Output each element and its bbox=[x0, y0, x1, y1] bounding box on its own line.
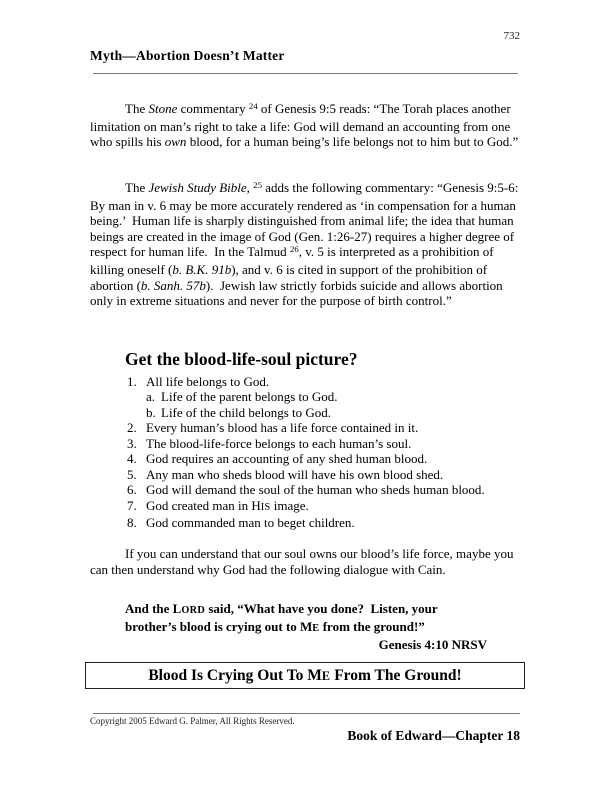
list-item-text: Every human’s blood has a life force contained in it. bbox=[146, 420, 419, 436]
list-item-text: Life of the child belongs to God. bbox=[161, 404, 332, 420]
list-item-label: 8. bbox=[127, 515, 137, 531]
paragraph-cain: If you can understand that our soul owns our blood’s life force, maybe you can then understand why God had the following dialogue with Cain. bbox=[90, 546, 517, 577]
list-item bbox=[127, 498, 527, 515]
copyright-text: Copyright 2005 Edward G. Palmer, All Rights Reserved. bbox=[90, 716, 295, 726]
scripture-quote bbox=[125, 601, 487, 654]
list-item-text: God created man in HIS image. bbox=[146, 497, 309, 513]
list-item-label: b. bbox=[146, 404, 156, 420]
list-item bbox=[127, 420, 527, 435]
footer-rule bbox=[93, 713, 520, 714]
section-heading: Get the blood-life-soul picture? bbox=[125, 349, 358, 369]
list-item-text: God will demand the soul of the human who sheds human blood. bbox=[146, 482, 485, 498]
list-item bbox=[127, 482, 527, 497]
paragraph-jewish-study-bible: The Jewish Study Bible, $^{25}$ adds the following commentary: “Genesis 9:5-6: By man in v. 6 may be more accurately rendered as ‘in compensation for a human being.’ Human life is sharply distinguished from animal life; the idea that human beings are created in the image of God (Gen. 1:26-27) requires a higher degree of respect for human life. In the Talmud $^{26}$, v. 5 is interpreted as a prohibition of killing oneself (b. B.K. 91b), and v. 6 is cited in support of the prohibition of abortion (b. Sanh. 57b). Jewish law strictly forbids suicide and allows abortion only in extreme situations and never for the purpose of birth control.” bbox=[90, 180, 522, 309]
quote-attribution: Genesis 4:10 NRSV bbox=[378, 637, 487, 653]
list-item-label: 2. bbox=[127, 420, 137, 436]
list-item-label: 3. bbox=[127, 435, 137, 451]
list-item-label: 5. bbox=[127, 466, 137, 482]
list-item-text: God requires an accounting of any shed human blood. bbox=[146, 451, 428, 467]
header-rule bbox=[93, 73, 518, 74]
list-item-label: 4. bbox=[127, 451, 137, 467]
page-number: 732 bbox=[503, 30, 520, 42]
list-item bbox=[127, 451, 527, 466]
list-item bbox=[127, 436, 527, 451]
list-item-label: 6. bbox=[127, 482, 137, 498]
blood-life-soul-list bbox=[127, 374, 527, 531]
chapter-header-title: Myth—Abortion Doesn’t Matter bbox=[90, 48, 285, 63]
sub-list-item bbox=[146, 405, 527, 420]
banner-box bbox=[85, 662, 525, 689]
list-item-label: 1. bbox=[127, 374, 137, 389]
list-item-text: All life belongs to God. bbox=[146, 374, 270, 389]
quote-line: brother’s blood is crying out to ME from the ground!” bbox=[125, 619, 425, 635]
sub-list-item bbox=[146, 389, 527, 404]
list-item-text: Any man who sheds blood will have his own blood shed. bbox=[146, 466, 444, 482]
paragraph-stone-commentary: The Stone commentary $^{24}$ of Genesis 9:5 reads: “The Torah places another limitation on man’s right to take a life: God will demand an accounting from one who spills his own blood, for a human being’s life belongs not to him but to God.” bbox=[90, 101, 519, 150]
list-item bbox=[127, 467, 527, 482]
list-item bbox=[127, 515, 527, 530]
list-item-label: 7. bbox=[127, 497, 137, 513]
list-item-text: The blood-life-force belongs to each human’s soul. bbox=[146, 435, 412, 451]
book-chapter-label: Book of Edward—Chapter 18 bbox=[347, 728, 520, 743]
list-item-text: Life of the parent belongs to God. bbox=[161, 389, 338, 405]
quote-line: And the LORD said, “What have you done? Listen, your bbox=[125, 601, 438, 616]
banner-text: Blood Is Crying Out To ME From The Ground! bbox=[148, 666, 462, 684]
list-item bbox=[127, 374, 527, 389]
list-item-text: God commanded man to beget children. bbox=[146, 515, 355, 531]
list-item-label: a. bbox=[146, 389, 156, 405]
